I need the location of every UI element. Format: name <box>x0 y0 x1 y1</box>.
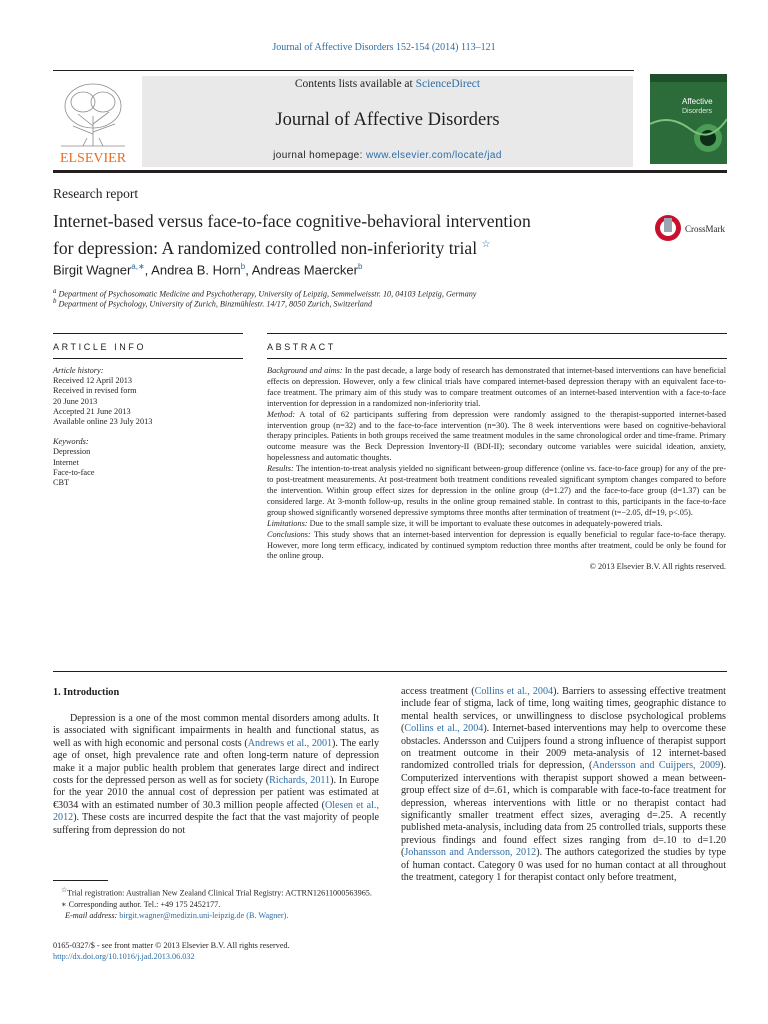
author-list: Birgit Wagner$^{a,∗}$, Andrea B. Horn$^b$, Andreas Maercker$^b$ <box>53 262 363 278</box>
body-column-right <box>401 686 726 885</box>
citation-link[interactable]: Andrews et al., 2001 <box>247 737 333 749</box>
abstract-copyright: © 2013 Elsevier B.V. All rights reserved. <box>589 562 726 572</box>
abstract-body <box>267 366 726 573</box>
crossmark-label: CrossMark <box>685 224 725 234</box>
body-column-left <box>53 713 379 837</box>
keyword: Face-to-face <box>53 467 95 477</box>
citation-link[interactable]: Johansson and Andersson, 2012 <box>404 847 537 859</box>
cover-title-1: Affective <box>682 97 713 106</box>
crossmark-badge[interactable] <box>654 208 730 248</box>
abstract-rule <box>267 333 727 334</box>
elsevier-logo <box>53 76 133 166</box>
author-3[interactable]: Andreas Maercker <box>251 262 358 278</box>
abstract-limitations: Limitations: Due to the small sample size, it will be important to evaluate these outcomes in adequately-powered trials. <box>267 518 663 528</box>
author-1[interactable]: Birgit Wagner <box>53 262 132 278</box>
front-matter-text: 0165-0327/$ - see front matter © 2013 Elsevier B.V. All rights reserved. <box>53 941 290 950</box>
history-label: Article history: <box>53 366 104 375</box>
keyword: Internet <box>53 457 79 467</box>
article-info-heading: ARTICLE INFO <box>53 342 147 352</box>
keywords-label: Keywords: <box>53 437 89 447</box>
author-1-affil[interactable]: a,∗ <box>131 262 145 271</box>
journal-homepage: journal homepage: www.elsevier.com/locate/jad <box>273 150 502 161</box>
title-footnote-mark[interactable]: ☆ <box>481 239 491 250</box>
author-2-affil[interactable]: b <box>240 262 246 271</box>
contents-line: Contents lists available at ScienceDirect <box>294 78 481 90</box>
keyword: Depression <box>53 447 91 457</box>
citation-link[interactable]: Collins et al., 2004 <box>474 686 554 697</box>
header-thick-rule <box>53 170 727 173</box>
trial-footnote: ☆Trial registration: Australian New Zealand Clinical Trial Registry: ACTRN12611000563965. <box>61 887 372 898</box>
article-info-rule <box>53 333 243 334</box>
abstract-conclusions: Conclusions: This study shows that an internet-based intervention for depression is equally beneficial to regular face-to-face therapy. However, more long term efficacy, indicated by continued symptom reduction three months after treatment, could be only be found for the online group. <box>267 529 726 561</box>
footnote-rule <box>53 880 108 881</box>
intro-paragraph-1: Depression is a one of the most common mental disorders among adults. It is associated with significant impairments in health and functional status, as well as with high economic and personal costs (Andrews et al., 2001). The early age of onset, high prevalence rate and often long-term nature of depression make it a major public health problem that generates large direct and indirect costs for the depressed person as well as for society (Richards, 2011). In Europe for the year 2010 the annual cost of depression per patient was estimated at €3034 with an estimated number of 30.3 million people affected (Olesen et al., 2012). These costs are incurred despite the fact that the vast majority of people suffering from depression do not <box>53 713 379 836</box>
history-item: Received 12 April 2013 <box>53 376 133 386</box>
doi-link[interactable]: http://dx.doi.org/10.1016/j.jad.2013.06.032 <box>53 952 195 961</box>
title-line-1: Internet-based versus face-to-face cognitive-behavioral intervention <box>53 211 531 231</box>
publisher-wordmark: ELSEVIER <box>59 151 127 166</box>
cover-title-2: Disorders <box>682 108 712 115</box>
affiliation-a: $^a$ Department of Psychosomatic Medicine and Psychotherapy, University of Leipzig, Semmelweisstr. 10, 04103 Leipzig, Germany <box>53 288 477 299</box>
journal-title: Journal of Affective Disorders <box>275 110 500 130</box>
front-matter <box>53 940 379 962</box>
section-heading-introduction: 1. Introduction <box>53 687 120 698</box>
intro-paragraph-1-cont: access treatment (Collins et al., 2004). Barriers to assessing effective treatment include fear of stigma, lack of time, long waiting times, geographic distance to mental health services, or unwillingness to disclose psychological problems (Collins et al., 2004). Internet-based interventions may help to overcome these obstacles. Andersson and Cuijpers found a strong influence of therapist support on treatment outcome in their 2009 meta-analysis of 12 internet-based randomized controlled trials for depression, (Andersson and Cuijpers, 2009). Computerized interventions with therapist support showed a mean between-group effect size of d=.61, which is comparable with face-to-face treatment for depression, whereas interventions with little or no therapist contact had significantly smaller treatment effect sizes, averaging d=.25. A recently published meta-analysis, including data from 25 controlled trials, supports these previous findings and found effect sizes ranging from d=.10 to d=1.20 (Johansson and Andersson, 2012). The authors categorized the studies by type of human contact. Category 0 was used for no human contact at all throughout the treatment, category 1 for therapist contact only before treatment, <box>401 686 727 884</box>
citation-link[interactable]: Andersson and Cuijpers, 2009 <box>592 760 721 772</box>
abstract-results: Results: The intention-to-treat analysis yielded no significant between-group difference (online vs. face-to-face group) for any of the pre- to post-treatment measurements. At post-treatment both treatment conditions revealed significant symptom changes compared to before the intervention. Within group effect sizes for depression in the online group (d=1.27) and the face-to-face group (d=1.37) can be considered large. At 3-month follow-up, results in the online group remained stable. In contrast to this, participants in the face-to-face group showed significantly worsened depressive symptoms three months after termination of treatment (t=−2.05, df=19, p<.05). <box>267 464 726 517</box>
history-item: 20 June 2013 <box>53 396 98 406</box>
author-2[interactable]: Andrea B. Horn <box>151 262 241 278</box>
abstract-heading: ABSTRACT <box>267 342 336 352</box>
footnotes <box>53 885 379 921</box>
article-title <box>53 209 643 260</box>
homepage-link[interactable]: www.elsevier.com/locate/jad <box>365 150 502 161</box>
elsevier-tree-icon <box>53 76 133 166</box>
header-top-rule <box>53 70 634 71</box>
abstract-rule-2 <box>267 358 727 359</box>
title-line-2: for depression: A randomized controlled non-inferiority trial ☆ <box>53 237 491 258</box>
section-type: Research report <box>53 186 139 201</box>
journal-citation[interactable]: Journal of Affective Disorders 152-154 (2014) 113–121 <box>272 42 496 53</box>
history-item: Received in revised form <box>53 386 137 396</box>
abstract-bottom-rule <box>53 671 727 672</box>
article-info-rule-2 <box>53 358 243 359</box>
affiliation-b: $^b$ Department of Psychology, University of Zurich, Binzmühlestr. 14/17, 8050 Zurich, Switzerland <box>53 298 373 309</box>
citation-link[interactable]: Richards, 2011 <box>269 775 331 787</box>
abstract-method: Method: A total of 62 participants suffering from depression were randomly assigned to the therapist-supported internet-based intervention group (n=32) and to the face-to-face intervention (n=30). The 8 week interventions were based on cognitive-behavioral therapy principles. Patients in both groups received the same treatment modules in the same chronological order and time-frame. Primary outcome measure was the Beck Depression Inventory-II (BDI-II); secondary outcome variables were suicidal ideation, anxiety, hopelessness and automatic thoughts. <box>267 409 726 463</box>
sciencedirect-link[interactable]: ScienceDirect <box>415 78 481 90</box>
corresponding-footnote: ∗ Corresponding author. Tel.: +49 175 2452177. <box>61 899 221 909</box>
cover-image <box>650 74 727 164</box>
crossmark-icon <box>654 208 730 248</box>
history-item: Available online 23 July 2013 <box>53 417 153 427</box>
article-info <box>53 366 243 488</box>
email-footnote: E-mail address: birgit.wagner@medizin.uni-leipzig.de (B. Wagner). <box>65 910 289 920</box>
keyword: CBT <box>53 478 70 488</box>
journal-cover[interactable] <box>650 74 727 164</box>
citation-link[interactable]: Olesen et al., 2012 <box>53 799 379 824</box>
citation-link[interactable]: Collins et al., 2004 <box>404 723 484 735</box>
history-item: Accepted 21 June 2013 <box>53 406 131 416</box>
email-link[interactable]: birgit.wagner@medizin.uni-leipzig.de <box>119 910 245 920</box>
abstract-background: Background and aims: In the past decade, a large body of research has demonstrated that internet-based interventions can have beneficial effects on depression. However, only a few clinical trials have compared internet-based depression therapy with an equivalent face-to-face treatment. The primary aim of this study was to compare treatment outcomes of an internet-based intervention with a face-to-face intervention for depression in a randomized non-inferiority trial. <box>267 366 726 408</box>
author-3-affil[interactable]: b <box>357 262 363 271</box>
